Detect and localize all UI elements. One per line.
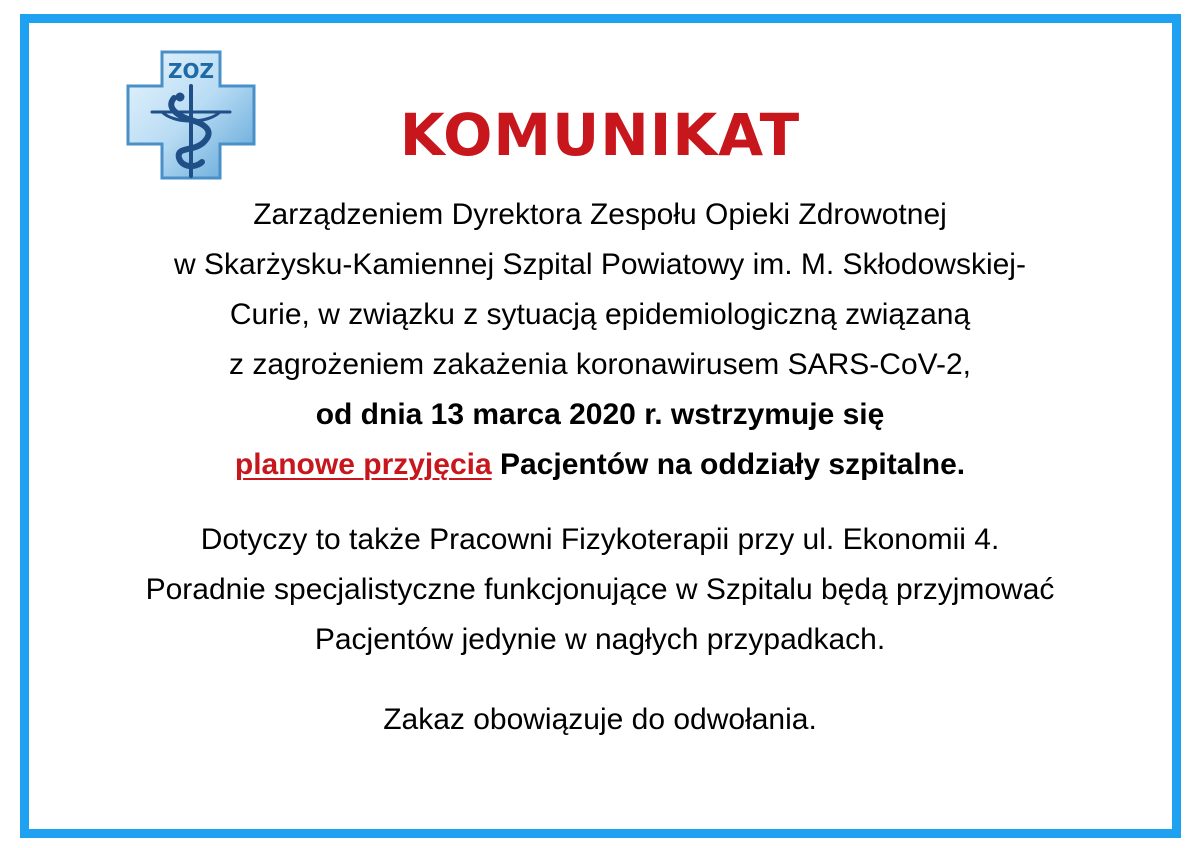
paragraph-main-line-3: Curie, w związku z sytuacją epidemiologiczną związaną bbox=[229, 298, 971, 331]
paragraph-closing bbox=[0, 695, 1200, 745]
announcement-title: KOMUNIKAT bbox=[399, 101, 801, 169]
closing-line: Zakaz obowiązuje do odwołania. bbox=[383, 703, 817, 736]
paragraph-main bbox=[0, 190, 1200, 490]
paragraph-secondary-line-2: Poradnie specjalistyczne funkcjonujące w Szpitalu będą przyjmować bbox=[145, 573, 1055, 606]
paragraph-secondary bbox=[0, 515, 1200, 665]
paragraph-secondary-line-1: Dotyczy to także Pracowni Fizykoterapii przy ul. Ekonomii 4. bbox=[200, 523, 1000, 556]
paragraph-main-line-4: z zagrożeniem zakażenia koronawirusem SARS-CoV-2, bbox=[229, 348, 971, 381]
suspension-date-line: od dnia 13 marca 2020 r. wstrzymuje się bbox=[315, 398, 885, 431]
paragraph-secondary-line-3: Pacjentów jedynie w nagłych przypadkach. bbox=[314, 623, 886, 656]
planned-admissions-rest: Pacjentów na oddziały szpitalne. bbox=[491, 448, 966, 481]
paragraph-main-line-1: Zarządzeniem Dyrektora Zespołu Opieki Zdrowotnej bbox=[253, 198, 947, 231]
paragraph-main-line-2: w Skarżysku-Kamiennej Szpital Powiatowy im. M. Skłodowskiej- bbox=[174, 248, 1026, 281]
logo-text: ZOZ bbox=[167, 59, 215, 83]
planned-admissions-highlight: planowe przyjęcia bbox=[234, 448, 492, 481]
planned-admissions-line bbox=[0, 440, 1200, 490]
zoz-logo bbox=[124, 48, 258, 182]
